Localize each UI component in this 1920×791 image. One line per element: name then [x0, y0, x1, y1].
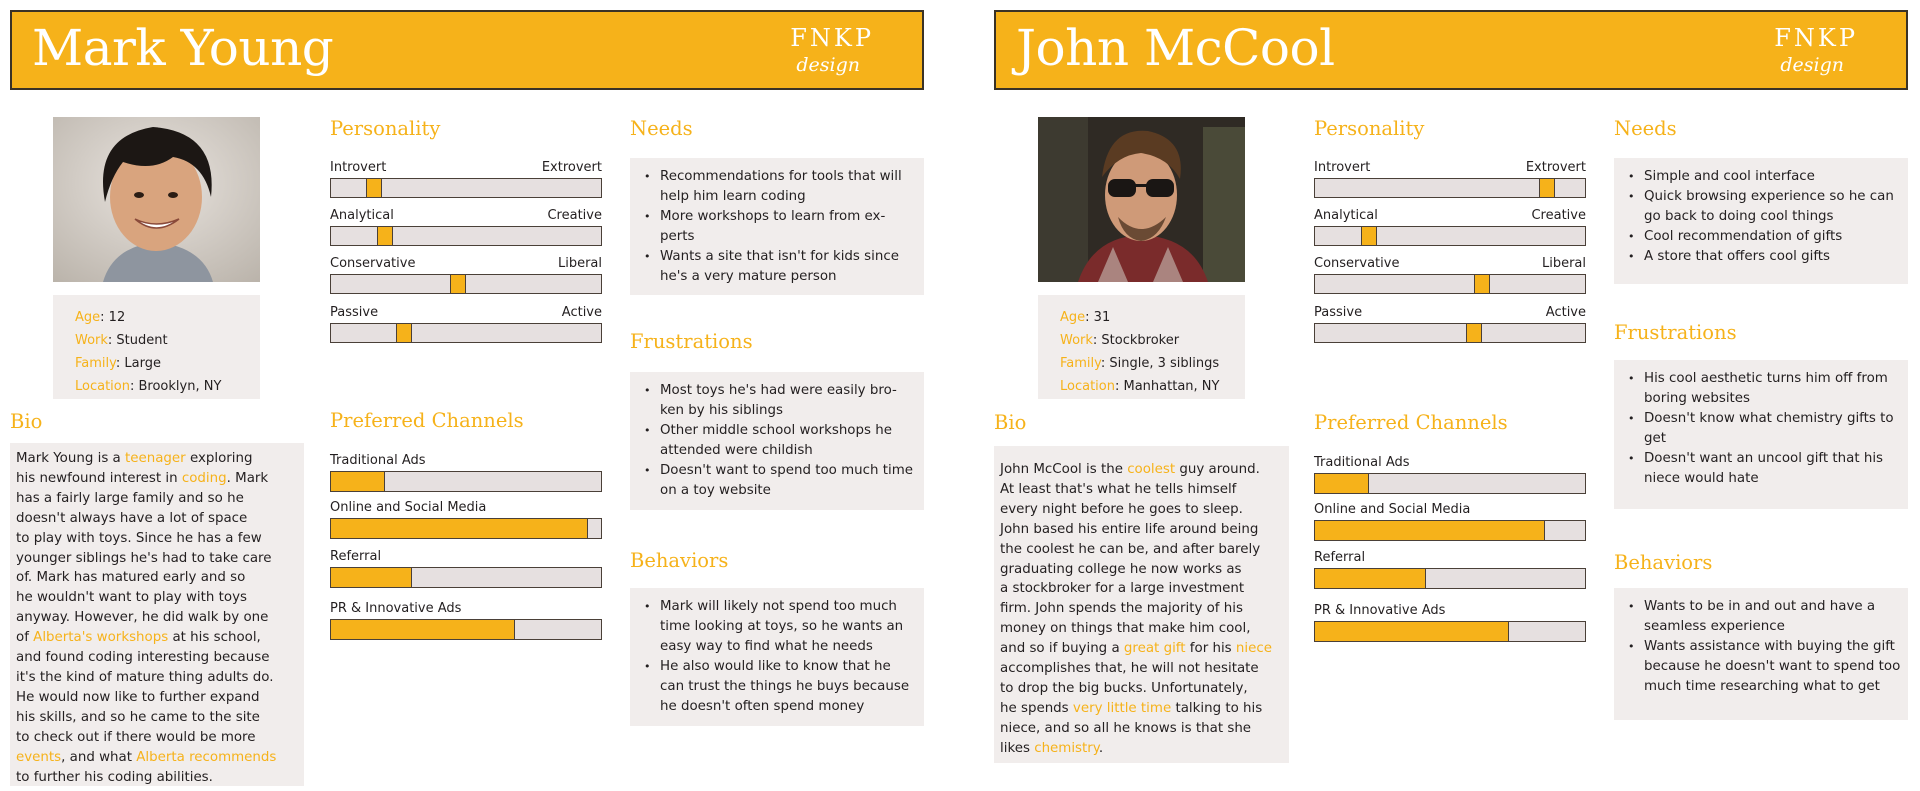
trait-slider	[1314, 274, 1586, 294]
bio-highlight: events	[16, 749, 62, 765]
trait-passive-active: Passive Active	[330, 305, 602, 347]
behavior-item: • He also would like to know that he can trust the things he buys because he doesn't often spend money	[644, 657, 918, 717]
needs-heading: Needs	[630, 117, 693, 140]
frustration-item: • Doesn't want an uncool gift that his niece would hate	[1628, 449, 1902, 489]
trait-slider	[1314, 178, 1586, 198]
frustrations-heading: Frustrations	[630, 330, 753, 353]
behaviors-heading: Behaviors	[1614, 551, 1713, 574]
bio-segment: , and what	[61, 749, 137, 765]
channel-fill	[1315, 474, 1369, 493]
channel-bar	[330, 518, 602, 539]
trait-marker	[1474, 275, 1490, 293]
persona-card-mark	[0, 0, 950, 791]
trait-slider	[330, 323, 602, 343]
persona-photo	[1038, 117, 1245, 282]
bio-highlight: coding	[181, 470, 227, 486]
info-family: Family: Large	[75, 356, 161, 371]
persona-name: Mark Young	[32, 19, 334, 77]
bio-highlight: Alberta's workshops	[33, 630, 169, 646]
trait-marker	[366, 179, 382, 197]
channel-traditional-ads: Traditional Ads	[1314, 455, 1586, 497]
channel-referral: Referral	[1314, 550, 1586, 592]
trait-marker	[1466, 324, 1482, 342]
bio-segment: to further his coding abilities.	[16, 769, 213, 785]
channel-bar	[1314, 568, 1586, 589]
needs-box	[630, 158, 924, 295]
brand-logo-text: FNKP	[1774, 24, 1858, 52]
trait-conservative-liberal: Conservative Liberal	[1314, 256, 1586, 298]
needs-box	[1614, 158, 1908, 284]
channel-fill	[1315, 569, 1426, 588]
bio-segment: John McCool is the	[1000, 462, 1128, 477]
channel-bar	[330, 471, 602, 492]
info-age: Age: 31	[1060, 310, 1111, 325]
channel-bar	[330, 567, 602, 588]
channel-bar	[1314, 520, 1586, 541]
trait-slider	[1314, 323, 1586, 343]
behavior-item: • Wants assistance with buying the gift because he doesn't want to spend too much time researching what to get	[1628, 637, 1902, 697]
brand-logo-subtext: design	[796, 54, 860, 76]
bio-segment: guy around. At least that's what he tells himself every night before he goes to sleep. John based his entire life around being the coolest he can be, and after barely graduating college he now works as a stockbroker for a large investment firm. John spends the majority of his money on things that make him cool, and so if buying a	[1000, 462, 1261, 657]
trait-slider	[330, 226, 602, 246]
channel-fill	[331, 620, 515, 639]
trait-conservative-liberal: Conservative Liberal	[330, 256, 602, 298]
info-family: Family: Single, 3 siblings	[1060, 356, 1220, 371]
persona-info-box	[53, 295, 260, 399]
trait-introvert-extrovert: Introvert Extrovert	[330, 160, 602, 202]
behaviors-box	[1614, 588, 1908, 720]
need-item: • Cool recommendation of gifts	[1628, 227, 1902, 247]
channel-online-social: Online and Social Media	[330, 500, 602, 542]
channel-online-social: Online and Social Media	[1314, 502, 1586, 544]
channel-referral: Referral	[330, 549, 602, 591]
trait-analytical-creative: Analytical Creative	[330, 208, 602, 250]
channel-pr-innovative: PR & Innovative Ads	[330, 601, 602, 643]
behaviors-heading: Behaviors	[630, 549, 729, 572]
bio-highlight: Alberta recommends	[136, 749, 277, 765]
trait-marker	[1539, 179, 1555, 197]
personality-heading: Personality	[330, 117, 441, 140]
need-item: • Quick browsing experience so he can go back to doing cool things	[1628, 187, 1902, 227]
frustration-item: • Most toys he's had were easily bro-ken by his siblings	[644, 381, 918, 421]
persona-info-box	[1038, 295, 1245, 399]
info-work: Work: Student	[75, 333, 168, 348]
frustration-item: • Doesn't know what chemistry gifts to get	[1628, 409, 1902, 449]
bio-highlight: great gift	[1123, 641, 1186, 657]
channel-bar	[1314, 473, 1586, 494]
persona-header	[994, 10, 1908, 90]
bio-text	[994, 446, 1289, 763]
channel-fill	[331, 568, 412, 587]
frustrations-heading: Frustrations	[1614, 321, 1737, 344]
behavior-item: • Wants to be in and out and have a seamless experience	[1628, 597, 1902, 637]
channel-fill	[331, 472, 385, 491]
trait-marker	[396, 324, 412, 342]
bio-segment: .	[1098, 740, 1104, 756]
brand-logo-text: FNKP	[790, 24, 874, 52]
frustration-item: • Doesn't want to spend too much time on a toy website	[644, 461, 918, 501]
bio-heading: Bio	[994, 411, 1027, 434]
bio-segment: at his school, and found coding interesting because it's the kind of mature thing adults do. He would now like to further expand his skills, and so he came to the site to check out if there would be more	[16, 630, 274, 745]
bio-highlight: very little time	[1072, 700, 1172, 716]
bio-highlight: chemistry	[1034, 740, 1099, 756]
bio-segment: talking to his niece, and so all he knows is that she likes	[1000, 700, 1263, 756]
behavior-item: • Mark will likely not spend too much time looking at toys, so he wants an easy way to find what he needs	[644, 597, 918, 657]
need-item: • More workshops to learn from ex-perts	[644, 207, 918, 247]
bio-highlight: niece	[1235, 641, 1272, 657]
behaviors-box	[630, 588, 924, 726]
info-location: Location: Manhattan, NY	[1060, 379, 1220, 394]
trait-analytical-creative: Analytical Creative	[1314, 208, 1586, 250]
trait-slider	[330, 178, 602, 198]
frustration-item: • Other middle school workshops he attended were childish	[644, 421, 918, 461]
need-item: • A store that offers cool gifts	[1628, 247, 1902, 267]
need-item: • Simple and cool interface	[1628, 167, 1902, 187]
bio-highlight: teenager	[125, 451, 186, 466]
trait-slider	[1314, 226, 1586, 246]
trait-slider	[330, 274, 602, 294]
trait-marker	[1361, 227, 1377, 245]
bio-highlight: coolest	[1127, 462, 1176, 477]
trait-marker	[450, 275, 466, 293]
channels-heading: Preferred Channels	[1314, 411, 1508, 434]
channel-traditional-ads: Traditional Ads	[330, 453, 602, 495]
frustration-item: • His cool aesthetic turns him off from boring websites	[1628, 369, 1902, 409]
trait-marker	[377, 227, 393, 245]
channels-heading: Preferred Channels	[330, 409, 524, 432]
channel-bar	[1314, 621, 1586, 642]
bio-segment: accomplishes that, he will not hesitate to drop the big bucks. Unfortunately, he spends	[1000, 661, 1259, 716]
channel-fill	[331, 519, 588, 538]
frustrations-box	[1614, 360, 1908, 509]
persona-name: John McCool	[1016, 19, 1335, 77]
channel-fill	[1315, 622, 1509, 641]
need-item: • Wants a site that isn't for kids since he's a very mature person	[644, 247, 918, 287]
bio-segment: . Mark has a fairly large family and so he doesn't always have a lot of space to play with toys. Since he has a few younger siblings he's had to take care of. Mark has matured early and so he wouldn't want to play with toys anyway. However, he did walk by one of	[16, 470, 272, 646]
info-location: Location: Brooklyn, NY	[75, 379, 222, 394]
persona-card-john	[984, 0, 1920, 791]
brand-logo-subtext: design	[1780, 54, 1844, 76]
channel-pr-innovative: PR & Innovative Ads	[1314, 603, 1586, 645]
trait-introvert-extrovert: Introvert Extrovert	[1314, 160, 1586, 202]
bio-heading: Bio	[10, 410, 43, 433]
personality-heading: Personality	[1314, 117, 1425, 140]
info-age: Age: 12	[75, 310, 126, 325]
channel-fill	[1315, 521, 1545, 540]
persona-header	[10, 10, 924, 90]
frustrations-box	[630, 372, 924, 510]
persona-photo	[53, 117, 260, 282]
channel-bar	[330, 619, 602, 640]
info-work: Work: Stockbroker	[1060, 333, 1180, 348]
bio-segment: for his	[1185, 641, 1236, 657]
bio-segment: Mark Young is a	[16, 451, 126, 466]
need-item: • Recommendations for tools that will help him learn coding	[644, 167, 918, 207]
trait-passive-active: Passive Active	[1314, 305, 1586, 347]
needs-heading: Needs	[1614, 117, 1677, 140]
bio-segment: exploring his newfound interest in	[16, 451, 253, 486]
bio-text	[10, 443, 304, 786]
